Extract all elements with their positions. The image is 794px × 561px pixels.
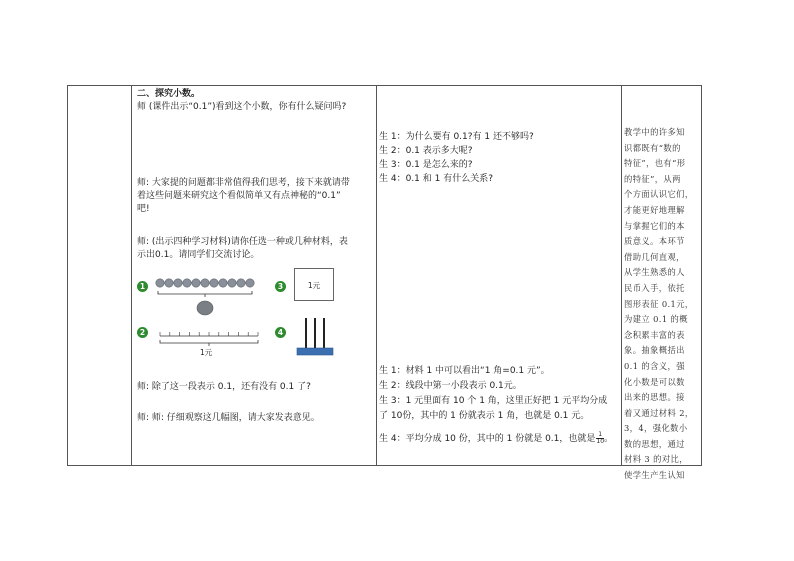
note-line: 个方面认识它们， — [624, 189, 694, 200]
note-line: 借助几何直观， — [624, 251, 685, 262]
student-question: 生 4：0.1 和 1 有什么关系? — [379, 174, 493, 184]
note-line: 与掌握它们的本 — [624, 220, 685, 231]
teacher-line: 师 (课件出示“0.1”)看到这个小数，你有什么疑问吗? — [137, 102, 347, 112]
note-line: 出来的思想。接 — [624, 392, 685, 403]
fraction-denominator: 10 — [596, 438, 605, 445]
abacus-figure — [294, 314, 336, 358]
beads-and-ruler-figure — [150, 270, 275, 360]
teacher-line: 师: (出示四种学习材料)请你任选一种或几种材料，表 — [137, 237, 348, 247]
coin-icon — [197, 301, 213, 315]
student-answer: 了 10份，其中的 1 份就表示 1 角，也就是 0.1 元。 — [379, 411, 590, 421]
section-title: 二、探究小数。 — [137, 89, 201, 99]
note-line: 质意义。本环节 — [624, 236, 685, 247]
note-line: 材料 3 的对比， — [624, 454, 688, 465]
fraction-numerator: 1 — [598, 431, 603, 438]
teacher-line: 吧! — [137, 204, 150, 214]
note-line: 特征”，也有“形 — [624, 158, 686, 169]
column-divider — [621, 86, 622, 465]
student-answer: 生 3：1 元里面有 10 个 1 角，这里正好把 1 元平均分成 — [379, 396, 608, 406]
student-answer: 生 2：线段中第一小段表示 0.1元。 — [379, 381, 522, 391]
bead-string — [156, 279, 254, 287]
bead-brace — [158, 291, 252, 294]
teacher-line: 着这些问题来研究这个看似简单又有点神秘的“0.1” — [137, 191, 341, 201]
fraction — [596, 432, 604, 445]
column-divider — [131, 86, 132, 465]
student-answer-text: 生 4：平均分成 10 份，其中的 1 份就是 0.1，也就是 — [379, 434, 596, 444]
number-line — [160, 332, 258, 346]
note-line: 象。抽象概括出 — [624, 345, 685, 356]
note-line: 念积累丰富的表 — [624, 329, 685, 340]
teacher-line: 示出0.1。请同学们交流讨论。 — [137, 250, 260, 260]
note-line: 着又通过材料 2， — [624, 407, 694, 418]
note-line: 从学生熟悉的人 — [624, 267, 685, 278]
note-line: 才能更好地理解 — [624, 204, 685, 215]
student-question: 生 3：0.1 是怎么来的? — [379, 160, 473, 170]
student-question: 生 1：为什么要有 0.1?有 1 还不够吗? — [379, 132, 534, 142]
note-line: 数的思想，通过 — [624, 438, 685, 449]
note-line: 识都既有“数的 — [624, 142, 681, 153]
note-line: 使学生产生认知 — [624, 470, 685, 481]
student-answer-end: 。 — [604, 434, 614, 444]
design-note — [624, 125, 698, 484]
teacher-line: 师: 师: 仔细观察这几幅图，请大家发表意见。 — [137, 413, 320, 423]
student-answer: 生 1：材料 1 中可以看出“1 角=0.1 元”。 — [379, 366, 550, 376]
note-line: 3，4，强化数小 — [624, 423, 688, 434]
teacher-line: 师: 除了这一段表示 0.1，还有没有 0.1 了? — [137, 382, 311, 392]
note-line: 的特征”，从两 — [624, 173, 681, 184]
note-line: 民币入手，依托 — [624, 282, 685, 293]
teacher-line: 师: 大家提的问题都非常值得我们思考，接下来就请带 — [137, 178, 350, 188]
note-line: 0.1 的含义，强 — [624, 360, 685, 371]
note-line: 教学中的许多知 — [624, 127, 685, 137]
student-question: 生 2：0.1 表示多大呢? — [379, 146, 473, 156]
note-line: 图形表征 0.1元， — [624, 298, 694, 309]
ruler-label: 1元 — [200, 348, 213, 357]
note-line: 化小数是可以数 — [624, 376, 685, 387]
yuan-square: 1元 — [294, 268, 334, 301]
note-line: 为建立 0.1 的概 — [624, 314, 688, 325]
material-badge-2: 2 — [137, 327, 148, 338]
material-badge-1: 1 — [137, 281, 148, 292]
material-badge-3: 3 — [275, 281, 286, 292]
column-divider — [376, 86, 377, 465]
material-badge-4: 4 — [275, 327, 286, 338]
student-answer — [379, 432, 613, 445]
